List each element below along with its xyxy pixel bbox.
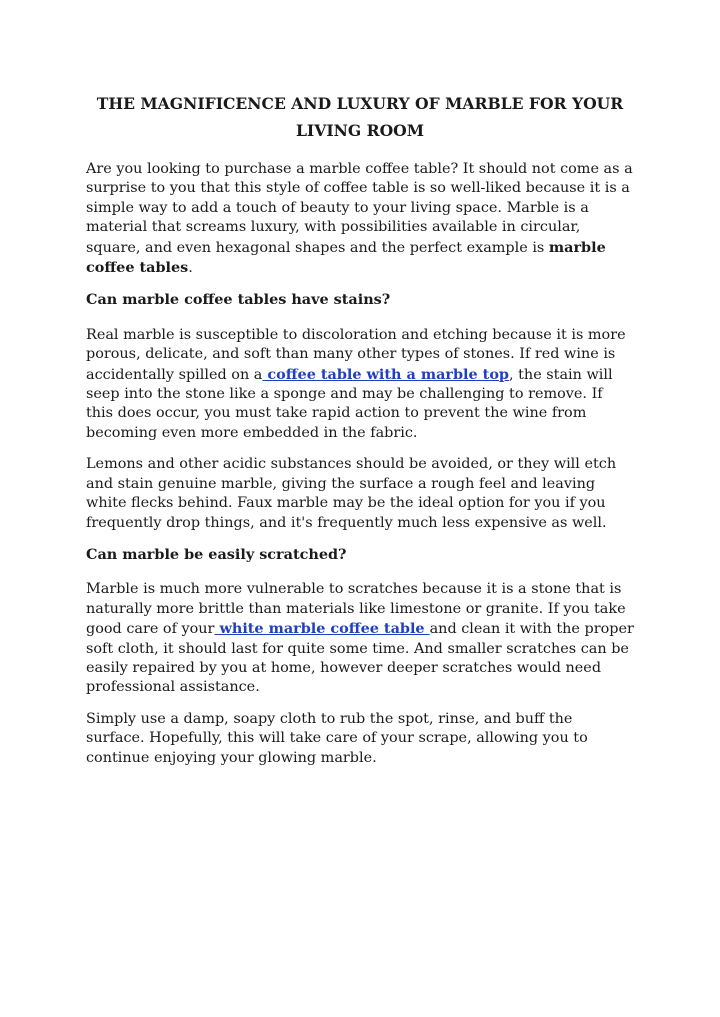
coffee-table-marble-top-link[interactable]: coffee table with a marble top <box>262 365 509 383</box>
scratches-text-before-link: Marble is much more vulnerable to scratches because it is a stone that is naturally more brittle than materials like limestone or granite. If you take good care of your <box>86 581 626 638</box>
white-marble-coffee-table-link[interactable]: white marble coffee table <box>214 620 430 638</box>
document-title: THE MAGNIFICENCE AND LUXURY OF MARBLE FOR YOUR LIVING ROOM <box>96 94 624 140</box>
scratches-paragraph-2: Simply use a damp, soapy cloth to rub the spot, rinse, and buff the surface. Hopefully, this will take care of your scrape, allowing you to continue enjoying your glowing marble. <box>86 710 588 766</box>
stains-paragraph-2: Lemons and other acidic substances should be avoided, or they will etch and stain genuine marble, giving the surface a rough feel and leaving white flecks behind. Faux marble may be the ideal option for you if you frequently drop things, and it's frequently much less expensive as well. <box>86 456 617 531</box>
stains-text-before-link: Real marble is susceptible to discoloration and etching because it is more porous, delicate, and soft than many other types of stones. If red wine is accidentally spilled on a <box>86 326 626 383</box>
section-heading-scratches: Can marble be easily scratched? <box>86 545 347 563</box>
intro-paragraph <box>86 160 634 278</box>
document-page <box>86 90 634 780</box>
scratches-text-after-link: and clean it with the proper soft cloth, it should last for quite some time. And smaller scratches can be easily repaired by you at home, however deeper scratches would need professional assistance. <box>86 621 634 696</box>
intro-end: . <box>188 260 193 277</box>
intro-bold-text: marble coffee tables <box>86 238 606 277</box>
section-heading-stains: Can marble coffee tables have stains? <box>86 291 391 309</box>
scratches-paragraph-1 <box>86 580 634 697</box>
stains-text-after-link: , the stain will seep into the stone like a sponge and may be challenging to remove. If this does occur, you must take rapid action to prevent the wine from becoming even more embedded in the fabric. <box>86 366 613 441</box>
intro-text: Are you looking to purchase a marble coffee table? It should not come as a surprise to you that this style of coffee table is so well-liked because it is a simple way to add a touch of beauty to your living space. Marble is a material that screams luxury, with possibilities available in circular, square, and even hexagonal shapes and the perfect example is <box>86 161 633 256</box>
stains-paragraph-1 <box>86 326 634 443</box>
